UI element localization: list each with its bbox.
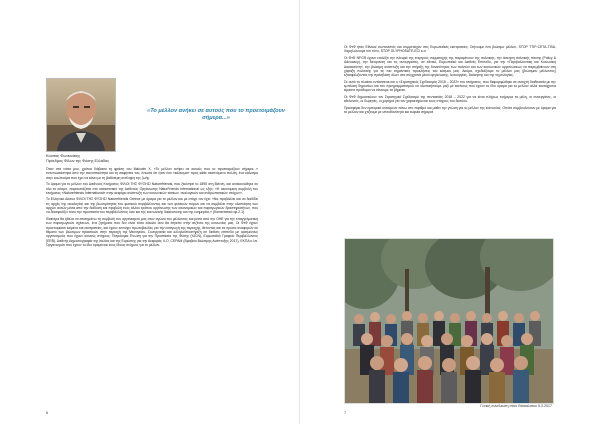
page-number-left: 6 <box>46 410 49 415</box>
paragraph: Το Ελληνικό Δίκτυο ΦΙΛΟΙ ΤΗΣ ΦΥΣΗΣ/ Naturefriends Greece με όραμα για το μέλλον και με στόχο τον έχει: «Να προβάλλει και να διαδίδει τις αρχές της οικολογίας και της βιωσιμότητας του φυσικού περιβάλλοντος και των φυσικών πόρων και να συμβάλει στην υλοποίηση των αρχών αυτών μέσα από την διάδοση και προβολή ενός άλλου τρόπου οργάνωσης των οικονομικών και παραγωγικών δραστηριοτήτων, που να διασφαλίζει τόσο την προστασία του περιβάλλοντος όσο και της κοινωνικής δικαιοσύνης και της ευημερίας.» (Καταστατικό αρ.2.1). <box>46 197 258 215</box>
author-portrait <box>46 78 116 152</box>
paragraph: Σε αυτό το πλαίσιο εντάσσεται και ο «Στρατηγικός Σχεδιασμός 2018 – 2022» του κινήματος, που διαμορφώθηκε σε ανοιχτή διαδικασία με την εμπλοκή δημοσίων και του προγραμματισμού να υλοποιήσουμε μαζί με εκείνους που έχουν το ίδιο όραμα για το μέλλον αλλά ταυτόχρονα είμαστε πρόθυμοι να κάνουμε τα βήματα. <box>344 79 556 93</box>
author-block <box>46 154 166 164</box>
pull-quote: «Το μέλλον ανήκει σε αυτούς που το προετοιμάζουν σήμερα...» <box>147 108 285 121</box>
right-page <box>300 0 600 424</box>
group-photo <box>344 238 554 404</box>
author-role: Πρόεδρος Φίλων της Φύσης Ελλάδας <box>46 159 110 163</box>
paragraph: Οι ΦτΦ NFGR έχουν επιλέξει την πλευρά της ενεργούς συμμετοχής της παραμένουν της πολιτικής, την άσκηση πολιτικής πίεσης (Policy & Advocacy), την διεύρυνση και τις συνεργασίες, σε εθνικό, Ευρωπαϊκό και Διεθνές Επίπεδο, για την «Περιβαλλοντική και Κοινωνική Δικαιοσύνη», την βιώσιμη ανάπτυξη και την στήριξη της δυνατότητας των πολιτών και των κοινωνικών οργανώσεων να παρεμβαίνουν στη χάραξη πολιτικής για τις πιο σημαντικές προκλήσεις του κόσμου μας. Ακόμα, σχεδιάζουμε το μέλλον μας (βιώσιμου μέλλοντος) εξασφαλίζοντας την πρόσβαση όλων στα σύγχρονα μέσα οργάνωσης, λειτουργίας, διοίκησης και της τεχνολογίας. <box>344 55 556 78</box>
group-photo-image <box>345 239 553 403</box>
paragraph: Οι ΦτΦ δημοσιεύουν τον Στρατηγικό Σχεδιασμό της πενταετίας 2018 – 2022 για να είναι πλήρως ενήμεροι τα μέλη, οι συνεργάτες, οι εθελοντές, οι δωρητές, οι χορηγοί για τον χαρακτήρα και τους στόχους του δικτύου. <box>344 95 556 104</box>
paragraph: Προσφέρει δεν εμπορικό κινούμενο πάνω στο πορθμό και μάθει την γνώση για το μέλλον της κοινωνίας. Οπότε συμβουλεύουν με όραμα για το μέλλον και χτίζουμε με υπευθυνότητα και ευφυία σήμερα! <box>344 105 556 115</box>
portrait-image <box>47 79 115 151</box>
photo-caption: Γενική συνέλευση στου Θιάσαλιπου 5.3.2017 <box>480 404 552 408</box>
paragraph: Ιδιαίτερα θα ήθελα να επισημάνω τη συμβολή του οργανισμού μας στον αγώνα του μέλλοντος και μέσα από την ΟΗΕ για την επαγγελματική των παραγωγικών σχέσεων, ένα ζητήματα που δεν είναι τόσο εύκολο όσο θα έπρεπε στην ατζέντα της κοινωνίας μας. Οι ΦτΦ έχουν προετοιμάσει κείμενα και εκστρατείες, και έχουν επιτύχει πρωτοβουλίες για την εισαγωγή της περιοχής, θέτοντας και τα πρώτα αναφορών σε θέματα των βιώσιμων πρακτικών στην περιοχή της Μεσογείου. Συνεργασία και αλληλοϋποστήριξη σε διεθνές επίπεδο με ορισμένους οργανισμούς που έχουν κοινούς στόχους: Παγκόσμια Ένωση για την Προστασία της Φύσης (IUCN), Ευρωπαϊκό Γραφείο Περιβάλλοντος (EEB), Διεθνής Δημοσιογραφία της Ιταλίας και της Ευρώπης για την Αειφορία, ILO, CEPAM (Βραβείο Βιώσιμης Ανάπτυξης 2017), ΕΚΠΑ κ.λπ. Οργανισμών που έχουν το ίδιο όραμα και τους ίδιους στόχους για το μέλλον. <box>46 217 258 248</box>
left-body-text <box>46 167 258 250</box>
author-name: Κώστας Φωτεινάκης <box>46 154 81 158</box>
paragraph: Το όραμα για το μέλλον του Διεθνούς Κινήματος ΦΙΛΟΙ ΤΗΣ ΦΥΣΗΣ/ Naturefriends, που ξεκίνησε το 1895 στη Βιέννη, και ανακοινώθηκε σε όλα το κόσμο, παρουσιάζεται στο καταστατικό της Διεθνούς Οργάνωσης NaturFriends International ως εξής: «Η οικονομική συμβολή του κινήματος «Naturefriends International» στην αειφόρο ανάπτυξη των κοινωνικών τάσεων, αναλογικών και ανθρωπιστικών στόχων». <box>46 182 258 195</box>
page-number-right: 7 <box>344 410 347 415</box>
paragraph: Όταν στα νιάτα μου, χρόνια διάβασα τη φράση του Malcolm X. «Το μέλλον ανήκει σε αυτούς που το προετοιμάζουν σήμερα...» εντυπωσιάστηκα από την πανοπτικότητα και τη σαφήνεια του, ένιωσα ότι ήταν ένα «κάλεσμα» προς κάθε σκεπτόμενο πολίτη, ένα κάλεσμα στην κουλτούρα που έχει να κάνει με τη βαθύτερη αντίληψη της ζωής. <box>46 167 258 180</box>
paragraph: Οι ΦτΦ ήταν Εθνικοί συντονιστές και συμμετείχαν στις Ευρωπαϊκές εκστρατείες: Στήνουμε ένα βιώσιμο μέλλον, STOP TTIP-CETA-TISA, Χαμηλώνουμε τον τόνο, STOP GLYPHOSATE-ECI κ.α. <box>344 45 556 54</box>
right-body-text <box>344 45 556 117</box>
